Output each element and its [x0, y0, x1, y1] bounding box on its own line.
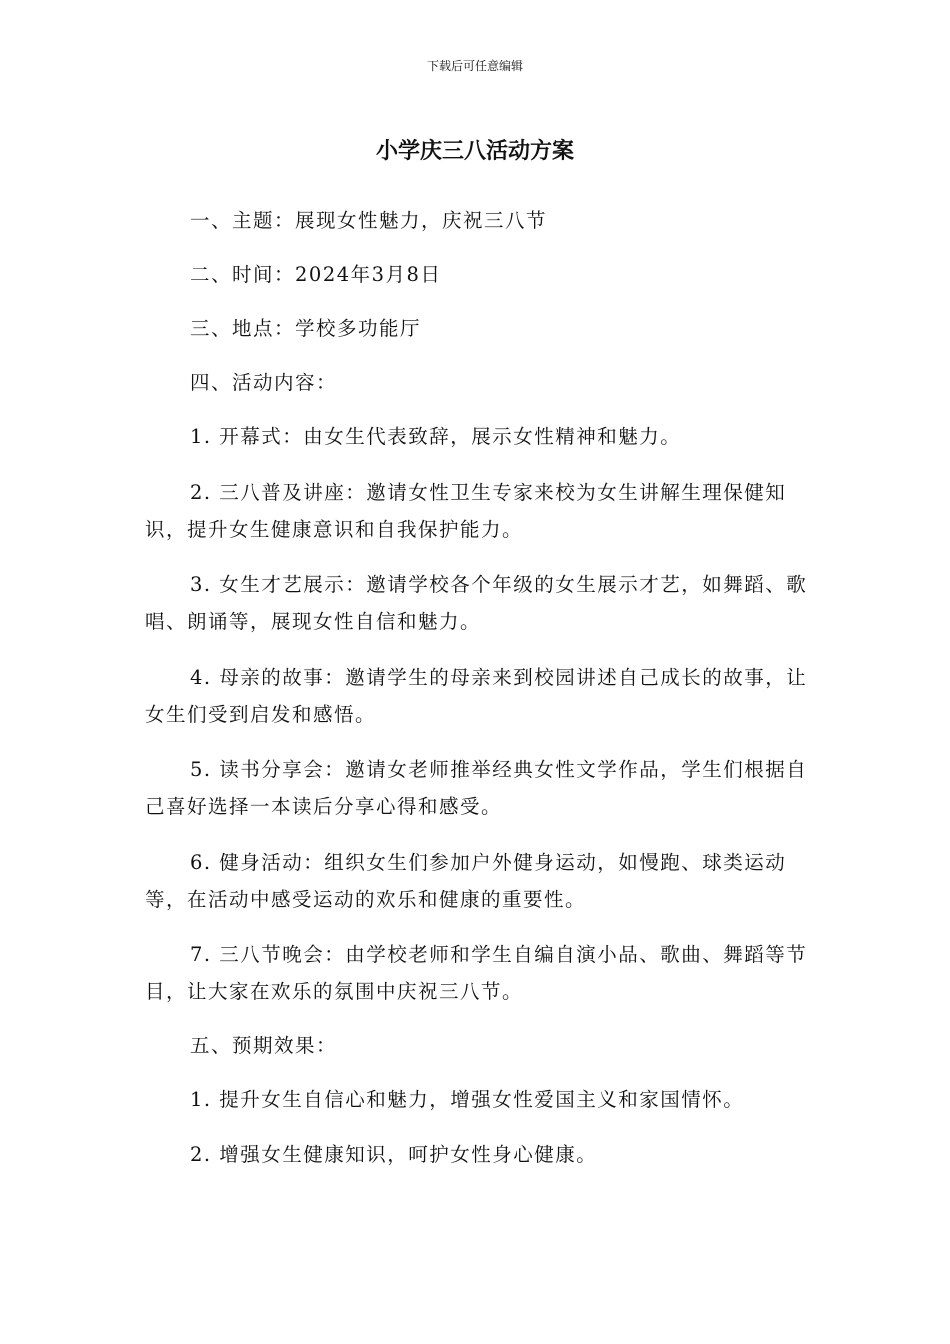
- header-note: 下载后可任意编辑: [426, 59, 523, 73]
- paragraph-activity-3: 3. 女生才艺展示：邀请学校各个年级的女生展示才艺，如舞蹈、歌唱、朗诵等，展现女性自信和魅力。: [145, 573, 808, 633]
- paragraph-activity-4: 4. 母亲的故事：邀请学生的母亲来到校园讲述自己成长的故事，让女生们受到启发和感悟。: [145, 666, 808, 726]
- paragraph-effect-1: 1. 提升女生自信心和魅力，增强女性爱国主义和家国情怀。: [190, 1088, 745, 1111]
- paragraph-activity-5: 5. 读书分享会：邀请女老师推举经典女性文学作品，学生们根据自己喜好选择一本读后分享心得和感受。: [145, 758, 808, 818]
- document-title: 小学庆三八活动方案: [375, 139, 574, 164]
- paragraph-activity-6: 6. 健身活动：组织女生们参加户外健身运动，如慢跑、球类运动等，在活动中感受运动的欢乐和健康的重要性。: [145, 851, 787, 911]
- paragraph-location: 三、地点：学校多功能厅: [190, 317, 422, 340]
- paragraph-effects-heading: 五、预期效果：: [190, 1034, 338, 1057]
- paragraph-theme: 一、主题：展现女性魅力，庆祝三八节: [190, 209, 548, 232]
- paragraph-effect-2: 2. 增强女生健康知识，呵护女性身心健康。: [190, 1143, 598, 1166]
- paragraph-time: 二、时间：2024年3月8日: [190, 263, 442, 286]
- paragraph-activity-2: 2. 三八普及讲座：邀请女性卫生专家来校为女生讲解生理保健知识，提升女生健康意识和自我保护能力。: [145, 481, 787, 541]
- paragraph-activity-7: 7. 三八节晚会：由学校老师和学生自编自演小品、歌曲、舞蹈等节目，让大家在欢乐的氛围中庆祝三八节。: [145, 943, 808, 1003]
- paragraph-activity-1: 1. 开幕式：由女生代表致辞，展示女性精神和魅力。: [190, 425, 682, 448]
- paragraph-activities-heading: 四、活动内容：: [190, 371, 338, 394]
